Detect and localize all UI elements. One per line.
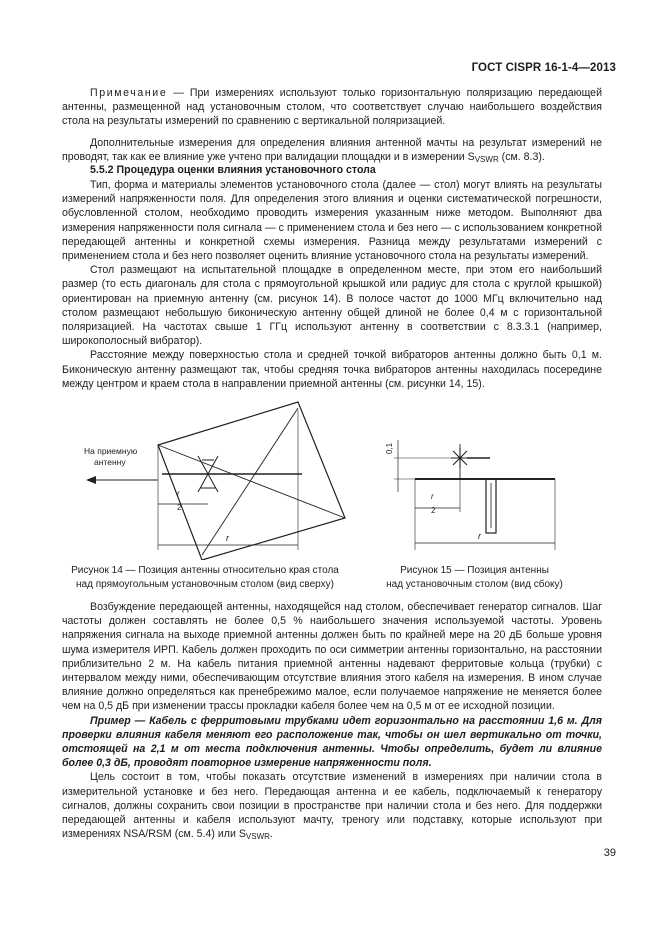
note-label: Примечание (90, 87, 168, 99)
section-paragraph-1: Тип, форма и материалы элементов установочного стола (далее — стол) могут влиять на результаты измерений напряженности поля. Для определения этого влияния и оценки систематической погрешности, обусловленной столом, необходимо проводить измерения указанным ниже методом. Выполняют два измерения напряженности поля сигнала — с применением стола и без него — с использованием конкретной передающей антенны и конкретной схемы измерения. Разница между результатами измерений с применением стола и без него позволяет оценить влияние установочного стола на результаты измерений. (62, 179, 602, 263)
purpose-symbol-subscript: VSWR (245, 832, 270, 842)
purpose-tail: . (269, 828, 273, 841)
section-heading: 5.5.2 Процедура оценки влияния установочного стола (90, 164, 376, 176)
section-paragraph-2: Стол размещают на испытательной площадке в определенном месте, при этом его наибольший размер (то есть диагональ для стола с прямоугольной крышкой или радиус для стола с круглой крышкой) ориентирован на приемную антенну (см. рисунок 14). В полосе частот до 1000 МГц включительно над столом размещают небольшую биконическую антенну общей длиной не более 0,4 м с горизонтальной поляризацией. На частотах свыше 1 ГГц используют антенну в соответствии с 8.3.3.1 (например, широкополосный вибратор). (62, 264, 602, 348)
lower-body (62, 600, 602, 844)
arrow-head (86, 476, 96, 484)
figure-15-caption (372, 564, 577, 591)
section-paragraph-3: Расстояние между поверхностью стола и средней точкой вибраторов антенны должно быть 0,1 м. Биконическую антенну размещают так, чтобы средняя точка вибраторов антенны находилась посередине между центром и краем стола в направлении приемной антенны (см. рисунки 14, 15). (62, 349, 602, 390)
figure-14-caption (60, 564, 350, 591)
fig14-arrow-label-2: антенну (94, 457, 126, 467)
generator-paragraph: Возбуждение передающей антенны, находящейся над столом, обеспечивает генератор сигналов. Шаг частоты должен составлять не более 0,5 % наибольшего значения используемой частоты. Уровень напряжения сигнала на выходе приемной антенны должен быть по крайней мере на 20 дБ больше уровня шума измерителя ИРП. Кабель должен проходить по оси симметрии антенны горизонтально, на расстоянии приблизительно 2 м. На кабель питания приемной антенны надевают ферритовые кольца (трубки) с интервалом между ними, обеспечивающим отсутствие влияния этого кабеля на измерения. В ином случае влияние должно определяться как пренебрежимо малое, если получаемое напряжение не меняется более чем на 0,5 дБ при изменении трассы прокладки кабеля более чем на 0,5 м от ее исходной позиции. (62, 601, 602, 713)
fig14-dim-r: r (226, 533, 229, 543)
figure-15-caption-line-2: над установочным столом (вид сбоку) (386, 578, 563, 590)
table-diagonal (158, 445, 345, 518)
example-paragraph: Пример — Кабель с ферритовыми трубками идет горизонтально на расстоянии 1,6 м. Для проверки влияния кабеля меняют его расположение так, чтобы он шел вертикально от точки, отстоящей на 2,1 м от места подключения антенны. Чтобы определить, будет ли влияние более 0,3 дБ, проводят повторное измерение напряженности поля. (62, 714, 602, 770)
antenna-star-symbol (451, 448, 469, 468)
purpose-paragraph (62, 770, 602, 844)
section-body (62, 178, 602, 391)
fig14-arrow-label-1: На приемную (84, 446, 138, 456)
purpose-symbol: S (238, 828, 246, 841)
figure-14-caption-line-2: над прямоугольным установочным столом (вид сверху) (76, 578, 334, 590)
figure-15-caption-line-1: Рисунок 15 — Позиция антенны (400, 565, 549, 576)
purpose-text: Цель состоит в том, чтобы показать отсутствие изменений в измерениях при наличии стола в измерительной установке и без него. Передающая антенна и ее кабель, подключаемый к генератору сигналов, должны сохранить свои позиции в пространстве при наличии стола и без него. Для поддержки передающей антенны и кабеля используют мачту, треногу или подставку, которые используют при измерениях NSA/RSM (см. 5.4) или (62, 771, 602, 841)
fig15-dim-r: r (478, 531, 481, 541)
figure-14-caption-line-1: Рисунок 14 — Позиция антенны относительно края стола (71, 565, 339, 576)
page-number: 39 (603, 847, 616, 859)
fig15-height-label: 0,1 (385, 442, 394, 454)
fig15-dim-half-num: r (431, 492, 434, 501)
standard-header: ГОСТ CISPR 16-1-4—2013 (471, 62, 616, 74)
figure-15-diagram (394, 440, 555, 550)
table-diagonal-2 (202, 408, 298, 555)
fig14-dim-half-den: 2 (177, 503, 182, 512)
figure-14-diagram (86, 402, 345, 560)
note-paragraph (62, 86, 602, 129)
rectangular-table-outline (158, 402, 345, 560)
figures (50, 400, 610, 560)
mast-symbol: S (467, 151, 475, 164)
mast-paragraph (62, 136, 602, 167)
fig14-dim-half-num: r (177, 489, 180, 498)
fig15-dim-half-den: 2 (431, 506, 436, 515)
mast-text: Дополнительные измерения для определения влияния антенной мачты на результат измерений не проводят, так как ее влияние уже учтено при валидации площадки и в измерении (62, 137, 602, 164)
mast-tail: (см. 8.3). (498, 151, 545, 164)
mast-symbol-subscript: VSWR (474, 155, 499, 165)
note-text: — При измерениях используют только горизонтальную поляризацию передающей антенны, размещенной над установочным столом, что соответствует случаю наибольшего воздействия стола на результаты измерений по сравнению с вертикальной поляризацией. (62, 87, 602, 128)
